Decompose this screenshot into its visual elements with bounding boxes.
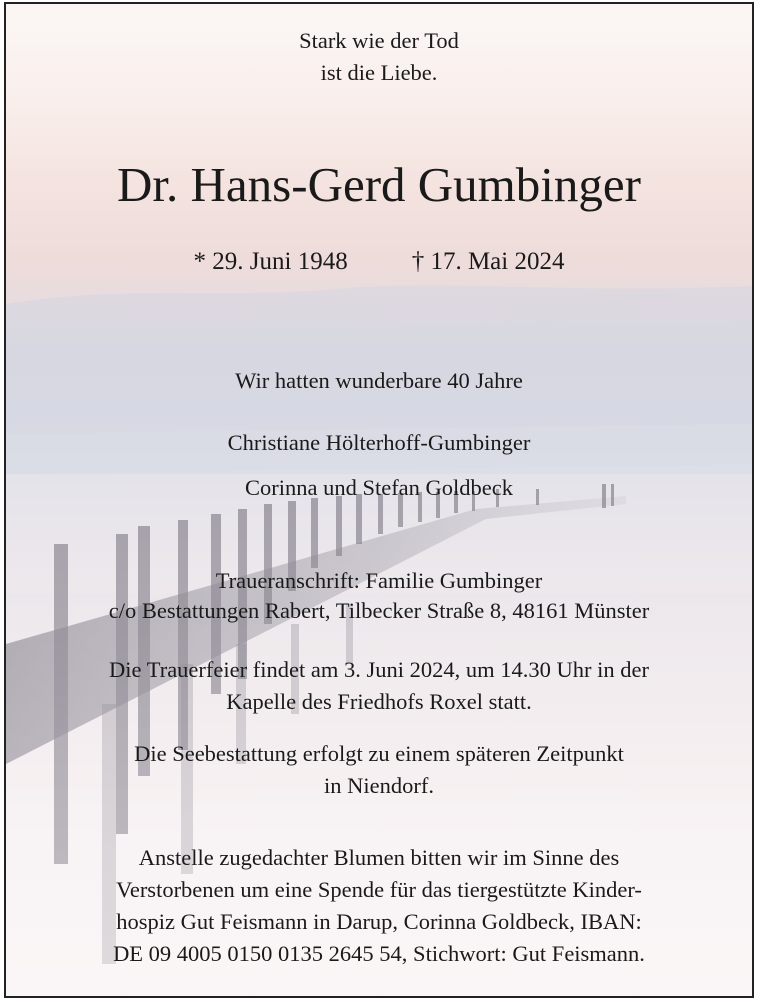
- donation-line-4: DE 09 4005 0150 0135 2645 54, Stichwort: Gut Feismann.: [113, 941, 645, 966]
- donation-line-2: Verstorbenen um eine Spende für das tiergestützte Kinder-: [116, 877, 642, 902]
- donation-line-3: hospiz Gut Feismann in Darup, Corinna Goldbeck, IBAN:: [116, 909, 642, 934]
- address-line-1: Traueranschrift: Familie Gumbinger: [215, 568, 543, 593]
- motto-line-1: Stark wie der Tod: [299, 28, 459, 53]
- deceased-name: Dr. Hans-Gerd Gumbinger: [117, 157, 641, 212]
- tribute-line: Wir hatten wunderbare 40 Jahre: [235, 368, 523, 393]
- donation-line-1: Anstelle zugedachter Blumen bitten wir im Sinne des: [138, 845, 620, 870]
- sea-burial-line-2: in Niendorf.: [324, 773, 434, 798]
- funeral-line-1: Die Trauerfeier findet am 3. Juni 2024, um 14.30 Uhr in der: [109, 657, 649, 682]
- death-date: † 17. Mai 2024: [411, 248, 565, 275]
- birth-date: * 29. Juni 1948: [193, 248, 348, 275]
- mourner-1: Christiane Hölterhoff-Gumbinger: [227, 430, 531, 455]
- obituary-notice: [4, 2, 754, 998]
- funeral-line-2: Kapelle des Friedhofs Roxel statt.: [226, 689, 532, 714]
- sea-burial-line-1: Die Seebestattung erfolgt zu einem späteren Zeitpunkt: [134, 741, 624, 766]
- address-line-2: c/o Bestattungen Rabert, Tilbecker Straße 8, 48161 Münster: [108, 598, 650, 623]
- mourner-2: Corinna und Stefan Goldbeck: [244, 475, 514, 500]
- life-dates: [6, 246, 752, 278]
- motto-line-2: ist die Liebe.: [320, 60, 438, 85]
- notice-text: [6, 4, 752, 996]
